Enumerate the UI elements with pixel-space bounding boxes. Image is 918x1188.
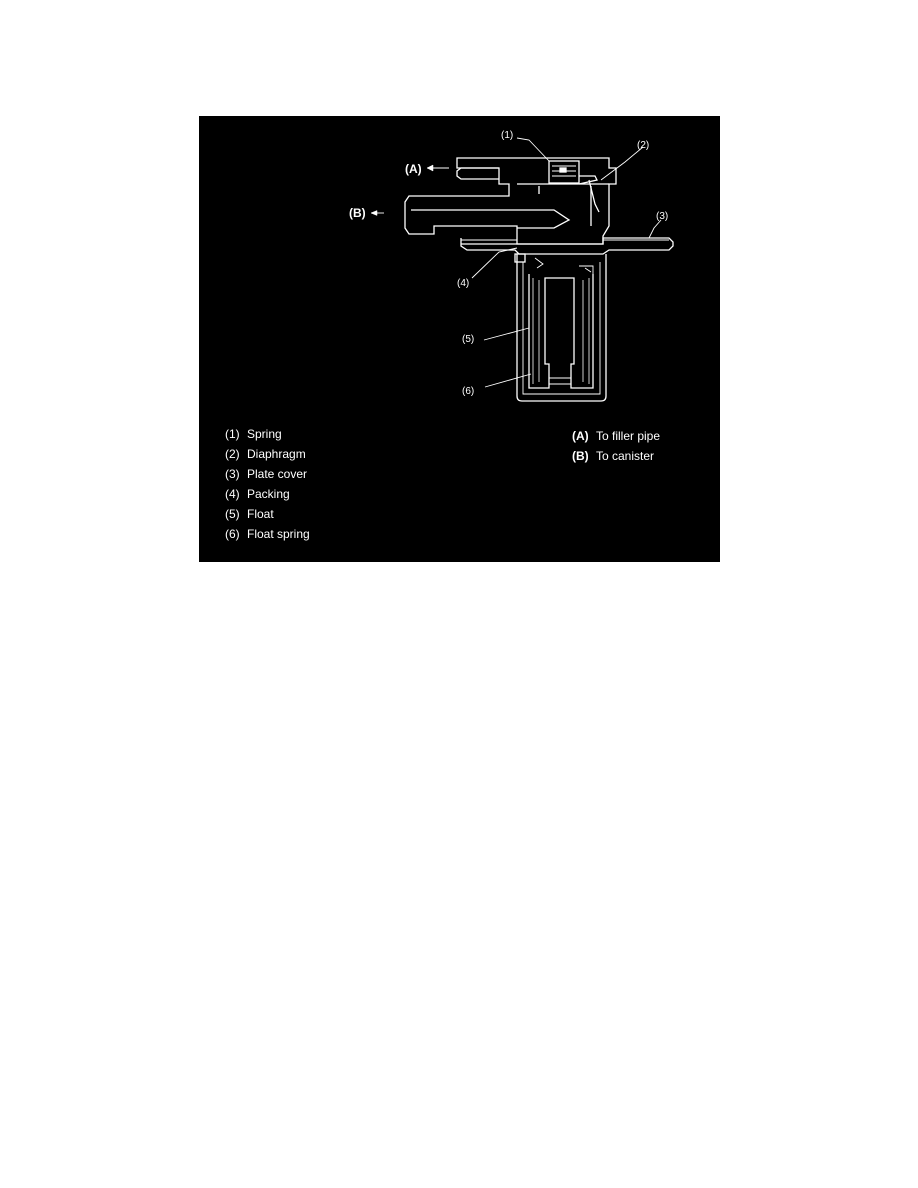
legend-item [225, 504, 310, 524]
legend-item [225, 484, 310, 504]
legend-item [225, 524, 310, 544]
legend-item [225, 424, 310, 444]
legend-label: Packing [247, 487, 290, 501]
parts-legend [225, 424, 310, 544]
callout-2: (2) [637, 140, 650, 151]
callout-3: (3) [656, 211, 669, 222]
float-spring [549, 378, 571, 384]
upper-housing [405, 158, 616, 244]
legend-label: Diaphragm [247, 447, 306, 461]
legend-num: (5) [225, 507, 240, 521]
port-b-channel [411, 210, 569, 228]
legend-item [225, 464, 310, 484]
valve-cross-section-figure [199, 116, 720, 562]
port-a-pipe [457, 168, 499, 179]
callout-1: (1) [501, 130, 514, 141]
legend-label: Plate cover [247, 467, 308, 481]
legend-label: Spring [247, 427, 282, 441]
legend-letter: (B) [572, 449, 589, 463]
callout-4: (4) [457, 278, 470, 289]
legend-letter: (A) [572, 429, 589, 443]
legend-num: (4) [225, 487, 240, 501]
diaphragm-line [579, 176, 599, 212]
callout-a: (A) [405, 162, 422, 176]
legend-item [572, 426, 660, 446]
legend-item [572, 446, 660, 466]
legend-num: (3) [225, 467, 240, 481]
callout-6: (6) [462, 386, 475, 397]
legend-num: (2) [225, 447, 240, 461]
callout-5: (5) [462, 334, 475, 345]
callout-b: (B) [349, 206, 366, 220]
float [529, 274, 593, 388]
legend-num: (6) [225, 527, 240, 541]
legend-label: Float spring [247, 527, 310, 541]
legend-label: To filler pipe [596, 429, 661, 443]
legend-item [225, 444, 310, 464]
legend-label: Float [247, 507, 274, 521]
ports-legend [572, 426, 660, 466]
legend-num: (1) [225, 427, 240, 441]
legend-label: To canister [596, 449, 655, 463]
